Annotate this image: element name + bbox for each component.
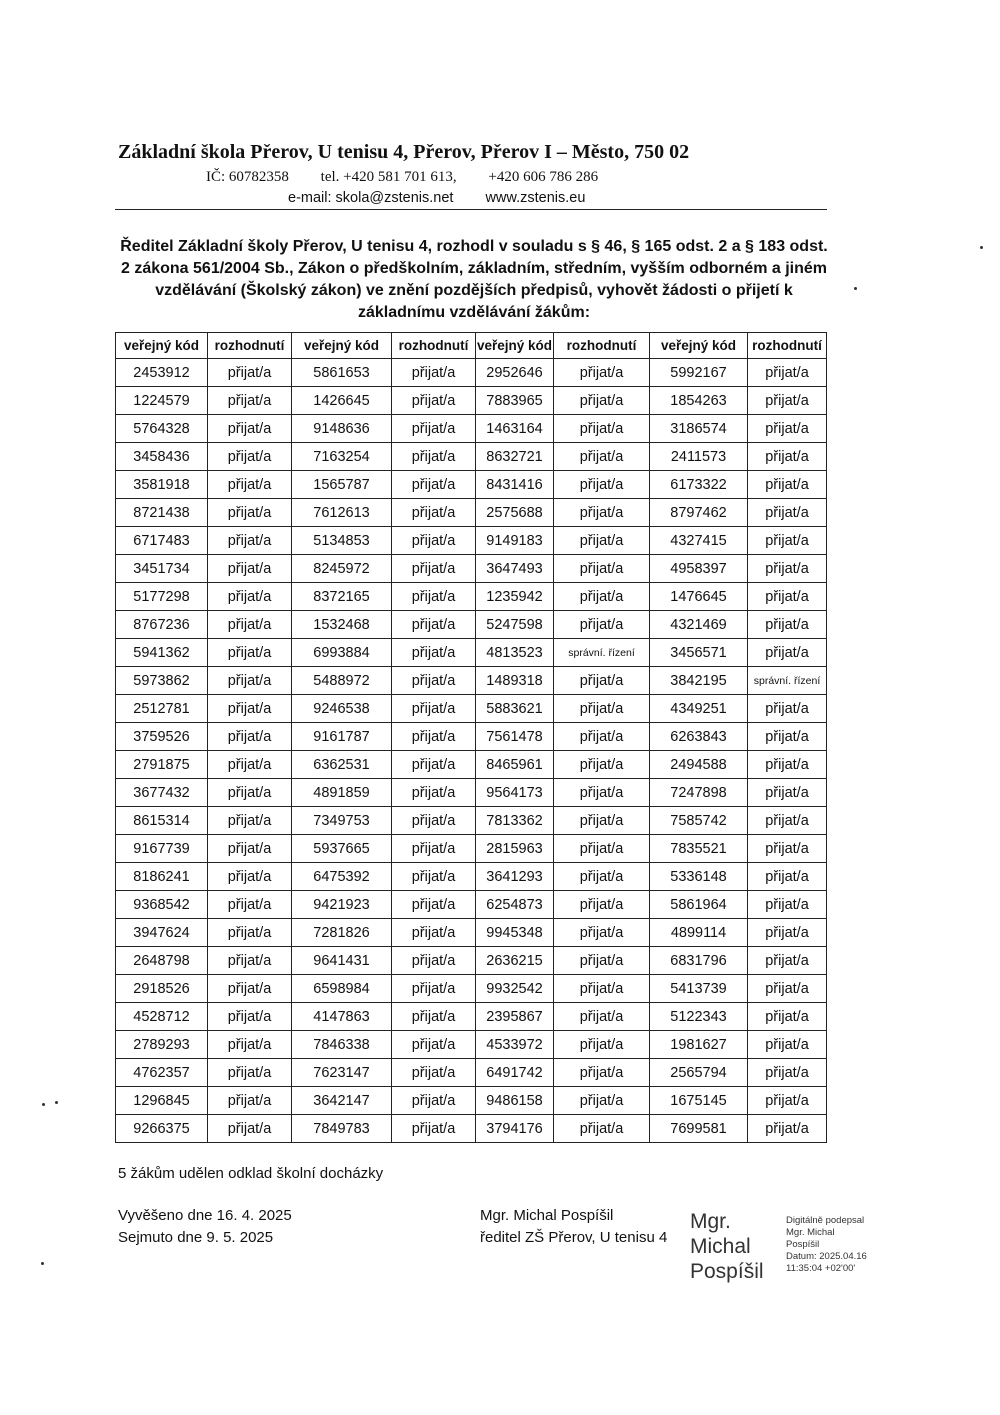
email-address: e-mail: skola@zstenis.net [288, 190, 454, 206]
decision-cell: přijat/a [554, 1031, 650, 1059]
public-code-cell: 8632721 [476, 443, 554, 471]
public-code-cell: 3581918 [116, 471, 208, 499]
decision-cell: přijat/a [208, 975, 292, 1003]
decision-cell: přijat/a [392, 751, 476, 779]
public-code-cell: 9266375 [116, 1115, 208, 1143]
table-row [116, 611, 827, 639]
public-code-cell: 1296845 [116, 1087, 208, 1115]
column-header: rozhodnutí [748, 333, 827, 359]
decision-cell: přijat/a [392, 555, 476, 583]
public-code-cell: 9149183 [476, 527, 554, 555]
decision-cell: přijat/a [392, 1003, 476, 1031]
table-row [116, 695, 827, 723]
public-code-cell: 9368542 [116, 891, 208, 919]
decision-cell: přijat/a [554, 1059, 650, 1087]
table-row [116, 1031, 827, 1059]
public-code-cell: 1854263 [650, 387, 748, 415]
table-row [116, 471, 827, 499]
signature-note-line: Pospíšil [786, 1239, 820, 1250]
decision-cell: přijat/a [208, 723, 292, 751]
table-row [116, 555, 827, 583]
table-row [116, 779, 827, 807]
public-code-cell: 5336148 [650, 863, 748, 891]
decision-cell: přijat/a [748, 807, 827, 835]
decision-cell: přijat/a [554, 471, 650, 499]
public-code-cell: 4958397 [650, 555, 748, 583]
signer-role: ředitel ZŠ Přerov, U tenisu 4 [480, 1229, 668, 1246]
decision-cell: přijat/a [208, 667, 292, 695]
web-line [288, 190, 613, 206]
public-code-cell: 7699581 [650, 1115, 748, 1143]
decision-cell: přijat/a [748, 527, 827, 555]
public-code-cell: 7281826 [292, 919, 392, 947]
decision-cell: přijat/a [208, 555, 292, 583]
table-row [116, 667, 827, 695]
column-header: veřejný kód [116, 333, 208, 359]
table-body [116, 359, 827, 1143]
decision-cell: přijat/a [748, 471, 827, 499]
public-code-cell: 5488972 [292, 667, 392, 695]
public-code-cell: 6475392 [292, 863, 392, 891]
digital-signature-note [786, 1215, 896, 1275]
table-row [116, 947, 827, 975]
public-code-cell: 9564173 [476, 779, 554, 807]
public-code-cell: 2952646 [476, 359, 554, 387]
public-code-cell: 6491742 [476, 1059, 554, 1087]
public-code-cell: 1476645 [650, 583, 748, 611]
decision-cell: přijat/a [748, 947, 827, 975]
public-code-cell: 2494588 [650, 751, 748, 779]
decision-cell: přijat/a [392, 639, 476, 667]
decision-cell: přijat/a [554, 1003, 650, 1031]
decision-cell: přijat/a [554, 891, 650, 919]
public-code-cell: 8465961 [476, 751, 554, 779]
public-code-cell: 2411573 [650, 443, 748, 471]
decision-cell: přijat/a [748, 583, 827, 611]
public-code-cell: 7883965 [476, 387, 554, 415]
public-code-cell: 4147863 [292, 1003, 392, 1031]
decision-cell: přijat/a [554, 723, 650, 751]
decision-cell: přijat/a [392, 611, 476, 639]
public-code-cell: 4762357 [116, 1059, 208, 1087]
public-code-cell: 3842195 [650, 667, 748, 695]
public-code-cell: 4327415 [650, 527, 748, 555]
decision-text: Ředitel Základní školy Přerov, U tenisu 4, rozhodl v souladu s § 46, § 165 odst. 2 a § 183 odst. 2 zákona 561/2004 Sb., Zákon o předškolním, základním, středním, vyšším odborném a jiném vzdělávání (Školský zákon) ve znění pozdějších předpisů, vyhovět žádosti o přijetí k základnímu vzdělávání žákům: [120, 238, 828, 321]
decision-cell: přijat/a [748, 1003, 827, 1031]
public-code-cell: 8245972 [292, 555, 392, 583]
table-row [116, 1087, 827, 1115]
public-code-cell: 7849783 [292, 1115, 392, 1143]
decision-cell: přijat/a [748, 639, 827, 667]
public-code-cell: 3186574 [650, 415, 748, 443]
public-code-cell: 7163254 [292, 443, 392, 471]
decision-cell: přijat/a [748, 611, 827, 639]
scan-speck [55, 1101, 58, 1104]
decision-cell: přijat/a [392, 667, 476, 695]
table-row [116, 751, 827, 779]
decision-cell: přijat/a [748, 387, 827, 415]
decision-cell: přijat/a [554, 947, 650, 975]
decision-cell: přijat/a [208, 947, 292, 975]
decision-cell: přijat/a [748, 723, 827, 751]
public-code-cell: 8186241 [116, 863, 208, 891]
decision-cell: přijat/a [208, 1059, 292, 1087]
decision-cell: přijat/a [554, 443, 650, 471]
public-code-cell: 1981627 [650, 1031, 748, 1059]
public-code-cell: 2815963 [476, 835, 554, 863]
column-header: veřejný kód [476, 333, 554, 359]
decision-cell: přijat/a [208, 919, 292, 947]
decision-cell: přijat/a [392, 387, 476, 415]
public-code-cell: 8431416 [476, 471, 554, 499]
table-row [116, 863, 827, 891]
removed-date: Sejmuto dne 9. 5. 2025 [118, 1229, 274, 1246]
decision-cell: přijat/a [208, 415, 292, 443]
column-header: veřejný kód [292, 333, 392, 359]
public-code-cell: 3642147 [292, 1087, 392, 1115]
public-code-cell: 7813362 [476, 807, 554, 835]
decision-cell: přijat/a [208, 471, 292, 499]
public-code-cell: 5973862 [116, 667, 208, 695]
website: www.zstenis.eu [485, 190, 586, 206]
table-row [116, 723, 827, 751]
decision-cell: přijat/a [554, 779, 650, 807]
decision-cell: přijat/a [392, 1031, 476, 1059]
public-code-cell: 3794176 [476, 1115, 554, 1143]
ic-number: IČ: 60782358 [206, 169, 289, 185]
digital-signature-name [690, 1209, 775, 1284]
public-code-cell: 6993884 [292, 639, 392, 667]
public-code-cell: 2453912 [116, 359, 208, 387]
table-row [116, 807, 827, 835]
decision-cell: přijat/a [554, 751, 650, 779]
signature-note-line: Datum: 2025.04.16 [786, 1251, 867, 1262]
decision-cell: přijat/a [208, 527, 292, 555]
public-code-cell: 9167739 [116, 835, 208, 863]
decision-cell: přijat/a [208, 443, 292, 471]
public-code-cell: 4899114 [650, 919, 748, 947]
decision-cell: přijat/a [392, 527, 476, 555]
public-code-cell: 1463164 [476, 415, 554, 443]
public-code-cell: 2565794 [650, 1059, 748, 1087]
decision-cell: přijat/a [392, 975, 476, 1003]
decision-cell: přijat/a [748, 415, 827, 443]
column-header: rozhodnutí [554, 333, 650, 359]
public-code-cell: 3456571 [650, 639, 748, 667]
decision-cell: přijat/a [554, 919, 650, 947]
table-row [116, 443, 827, 471]
decision-cell: přijat/a [554, 667, 650, 695]
decision-cell: přijat/a [208, 751, 292, 779]
public-code-cell: 6362531 [292, 751, 392, 779]
table-row [116, 1115, 827, 1143]
decision-cell: přijat/a [392, 359, 476, 387]
decision-cell: přijat/a [208, 779, 292, 807]
public-code-cell: 8615314 [116, 807, 208, 835]
decision-cell: přijat/a [208, 835, 292, 863]
decision-cell: přijat/a [392, 471, 476, 499]
decision-cell: přijat/a [392, 919, 476, 947]
public-code-cell: 8721438 [116, 499, 208, 527]
public-code-cell: 2648798 [116, 947, 208, 975]
public-code-cell: 2575688 [476, 499, 554, 527]
public-code-cell: 1675145 [650, 1087, 748, 1115]
public-code-cell: 6173322 [650, 471, 748, 499]
contact-line [206, 169, 626, 186]
decision-cell: přijat/a [748, 779, 827, 807]
decision-cell: přijat/a [208, 1003, 292, 1031]
public-code-cell: 3677432 [116, 779, 208, 807]
table-row [116, 583, 827, 611]
decision-cell: přijat/a [554, 611, 650, 639]
decision-cell: přijat/a [208, 639, 292, 667]
public-code-cell: 3451734 [116, 555, 208, 583]
decision-cell: přijat/a [554, 863, 650, 891]
school-name: Základní škola Přerov, U tenisu 4, Přerov, Přerov I – Město, 750 02 [118, 141, 690, 163]
public-code-cell: 8767236 [116, 611, 208, 639]
decision-cell: přijat/a [392, 863, 476, 891]
decision-cell: přijat/a [392, 695, 476, 723]
decision-cell: přijat/a [748, 1087, 827, 1115]
decision-cell: přijat/a [392, 807, 476, 835]
public-code-cell: 6254873 [476, 891, 554, 919]
decision-cell: přijat/a [748, 1115, 827, 1143]
public-code-cell: 1224579 [116, 387, 208, 415]
public-code-cell: 7349753 [292, 807, 392, 835]
public-code-cell: 2918526 [116, 975, 208, 1003]
decision-cell: přijat/a [392, 1059, 476, 1087]
public-code-cell: 5122343 [650, 1003, 748, 1031]
public-code-cell: 3647493 [476, 555, 554, 583]
decision-cell: přijat/a [392, 835, 476, 863]
public-code-cell: 4528712 [116, 1003, 208, 1031]
public-code-cell: 7561478 [476, 723, 554, 751]
decision-cell: přijat/a [554, 359, 650, 387]
decision-cell: přijat/a [208, 1087, 292, 1115]
decision-cell: přijat/a [748, 499, 827, 527]
scan-speck [41, 1262, 44, 1265]
column-header: rozhodnutí [392, 333, 476, 359]
public-code-cell: 5937665 [292, 835, 392, 863]
public-code-cell: 9486158 [476, 1087, 554, 1115]
posted-date: Vyvěšeno dne 16. 4. 2025 [118, 1207, 292, 1224]
signer-name: Mgr. Michal Pospíšil [480, 1207, 614, 1224]
signature-note-line: Mgr. Michal [786, 1227, 835, 1238]
public-code-cell: 3458436 [116, 443, 208, 471]
results-table [115, 332, 827, 1143]
phone-1: tel. +420 581 701 613, [320, 169, 457, 185]
table-row [116, 527, 827, 555]
public-code-cell: 2636215 [476, 947, 554, 975]
decision-cell: přijat/a [748, 863, 827, 891]
decision-cell: přijat/a [392, 415, 476, 443]
signature-note-line: 11:35:04 +02'00' [786, 1263, 856, 1274]
decision-cell: přijat/a [554, 387, 650, 415]
public-code-cell: 8372165 [292, 583, 392, 611]
public-code-cell: 2789293 [116, 1031, 208, 1059]
decision-cell: přijat/a [208, 695, 292, 723]
decision-cell: přijat/a [208, 583, 292, 611]
public-code-cell: 9945348 [476, 919, 554, 947]
table-row [116, 835, 827, 863]
postponed-note: 5 žákům udělen odklad školní docházky [118, 1165, 384, 1182]
phone-2: +420 606 786 286 [488, 169, 599, 185]
public-code-cell: 9421923 [292, 891, 392, 919]
decision-cell: přijat/a [208, 863, 292, 891]
public-code-cell: 9161787 [292, 723, 392, 751]
table-row [116, 975, 827, 1003]
decision-cell: přijat/a [554, 1115, 650, 1143]
decision-cell: přijat/a [554, 835, 650, 863]
public-code-cell: 4813523 [476, 639, 554, 667]
decision-cell: přijat/a [554, 695, 650, 723]
public-code-cell: 1235942 [476, 583, 554, 611]
public-code-cell: 7846338 [292, 1031, 392, 1059]
decision-cell: přijat/a [392, 443, 476, 471]
public-code-cell: 7585742 [650, 807, 748, 835]
public-code-cell: 3759526 [116, 723, 208, 751]
decision-cell: přijat/a [392, 779, 476, 807]
decision-cell: přijat/a [208, 891, 292, 919]
public-code-cell: 4891859 [292, 779, 392, 807]
decision-cell: přijat/a [208, 1115, 292, 1143]
public-code-cell: 4321469 [650, 611, 748, 639]
decision-cell: přijat/a [392, 1115, 476, 1143]
decision-cell: přijat/a [208, 359, 292, 387]
decision-cell: přijat/a [748, 359, 827, 387]
public-code-cell: 7623147 [292, 1059, 392, 1087]
decision-cell: přijat/a [554, 807, 650, 835]
public-code-cell: 6263843 [650, 723, 748, 751]
decision-cell: správní. řízení [748, 667, 827, 695]
public-code-cell: 1532468 [292, 611, 392, 639]
public-code-cell: 4533972 [476, 1031, 554, 1059]
public-code-cell: 5247598 [476, 611, 554, 639]
decision-cell: přijat/a [208, 807, 292, 835]
public-code-cell: 6598984 [292, 975, 392, 1003]
decision-cell: přijat/a [554, 499, 650, 527]
decision-cell: přijat/a [208, 499, 292, 527]
table-row [116, 359, 827, 387]
public-code-cell: 1565787 [292, 471, 392, 499]
public-code-cell: 2791875 [116, 751, 208, 779]
table-row [116, 387, 827, 415]
decision-cell: přijat/a [392, 723, 476, 751]
decision-cell: přijat/a [748, 555, 827, 583]
decision-cell: přijat/a [554, 583, 650, 611]
public-code-cell: 5883621 [476, 695, 554, 723]
decision-cell: přijat/a [208, 611, 292, 639]
public-code-cell: 4349251 [650, 695, 748, 723]
public-code-cell: 7247898 [650, 779, 748, 807]
decision-cell: správní. řízení [554, 639, 650, 667]
scan-speck [854, 287, 857, 290]
decision-cell: přijat/a [392, 891, 476, 919]
public-code-cell: 9148636 [292, 415, 392, 443]
signature-note-line: Digitálně podepsal [786, 1215, 865, 1226]
table-row [116, 639, 827, 667]
public-code-cell: 9932542 [476, 975, 554, 1003]
public-code-cell: 5861964 [650, 891, 748, 919]
decision-cell: přijat/a [748, 891, 827, 919]
decision-cell: přijat/a [554, 1087, 650, 1115]
decision-cell: přijat/a [554, 975, 650, 1003]
table-row [116, 919, 827, 947]
decision-cell: přijat/a [748, 835, 827, 863]
public-code-cell: 9641431 [292, 947, 392, 975]
scan-speck [980, 246, 983, 249]
table-row [116, 891, 827, 919]
decision-cell: přijat/a [392, 947, 476, 975]
column-header: veřejný kód [650, 333, 748, 359]
public-code-cell: 6717483 [116, 527, 208, 555]
decision-cell: přijat/a [748, 443, 827, 471]
public-code-cell: 7835521 [650, 835, 748, 863]
signature-name-line: Michal [690, 1235, 751, 1258]
public-code-cell: 3641293 [476, 863, 554, 891]
public-code-cell: 9246538 [292, 695, 392, 723]
header-divider [115, 209, 827, 210]
column-header: rozhodnutí [208, 333, 292, 359]
decision-cell: přijat/a [748, 975, 827, 1003]
decision-cell: přijat/a [554, 527, 650, 555]
public-code-cell: 1426645 [292, 387, 392, 415]
signature-name-line: Mgr. [690, 1210, 731, 1233]
public-code-cell: 5764328 [116, 415, 208, 443]
decision-cell: přijat/a [748, 695, 827, 723]
table-row [116, 1003, 827, 1031]
public-code-cell: 6831796 [650, 947, 748, 975]
decision-cell: přijat/a [748, 751, 827, 779]
table-row [116, 499, 827, 527]
decision-cell: přijat/a [392, 499, 476, 527]
decision-cell: přijat/a [208, 1031, 292, 1059]
decision-cell: přijat/a [208, 387, 292, 415]
public-code-cell: 5413739 [650, 975, 748, 1003]
decision-cell: přijat/a [392, 1087, 476, 1115]
public-code-cell: 3947624 [116, 919, 208, 947]
table-header-row [116, 333, 827, 359]
signature-name-line: Pospíšil [690, 1260, 764, 1283]
public-code-cell: 2512781 [116, 695, 208, 723]
decision-cell: přijat/a [748, 1031, 827, 1059]
public-code-cell: 2395867 [476, 1003, 554, 1031]
public-code-cell: 1489318 [476, 667, 554, 695]
decision-cell: přijat/a [554, 555, 650, 583]
public-code-cell: 8797462 [650, 499, 748, 527]
table-row [116, 415, 827, 443]
public-code-cell: 5177298 [116, 583, 208, 611]
public-code-cell: 5861653 [292, 359, 392, 387]
decision-cell: přijat/a [748, 919, 827, 947]
public-code-cell: 5941362 [116, 639, 208, 667]
public-code-cell: 7612613 [292, 499, 392, 527]
scan-speck [42, 1103, 45, 1106]
public-code-cell: 5992167 [650, 359, 748, 387]
public-code-cell: 5134853 [292, 527, 392, 555]
decision-cell: přijat/a [554, 415, 650, 443]
table-row [116, 1059, 827, 1087]
decision-cell: přijat/a [392, 583, 476, 611]
decision-cell: přijat/a [748, 1059, 827, 1087]
